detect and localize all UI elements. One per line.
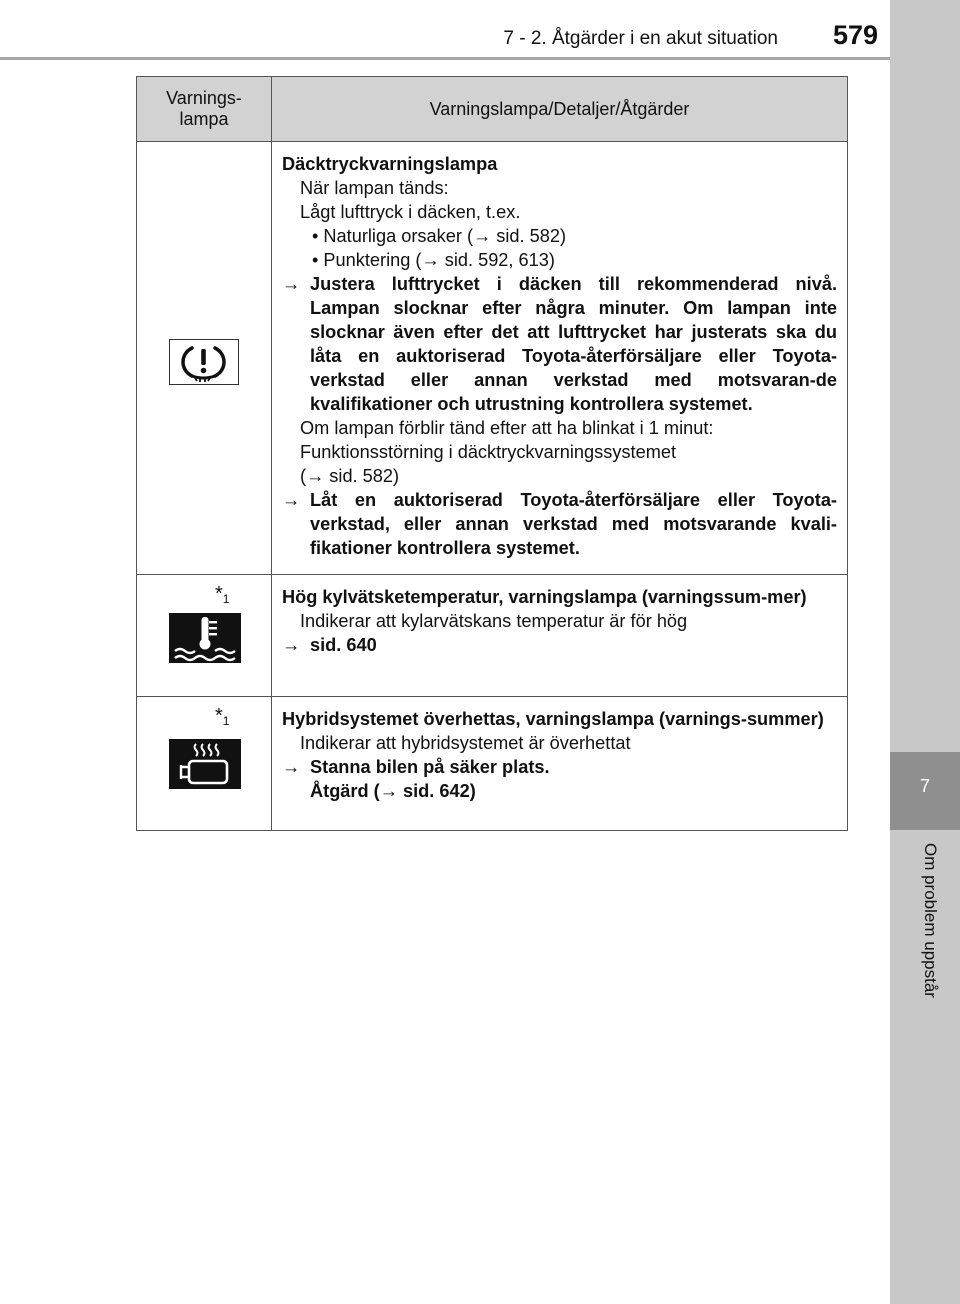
- tire-pressure-warning-icon: [169, 339, 239, 385]
- page-reference: [282, 464, 837, 488]
- ref-open: Åtgärd (: [310, 781, 380, 801]
- lamp-title: Hybridsystemet överhettas, varningslampa (varnings-summer): [282, 709, 824, 729]
- footnote-number: 1: [222, 592, 230, 606]
- page-number: 579: [832, 20, 878, 50]
- footnote-marker: [215, 583, 229, 606]
- page-reference-link[interactable]: sid. 582): [491, 226, 567, 246]
- detail-line: Indikerar att hybridsystemet är överhettat: [300, 733, 631, 753]
- action-item: [282, 633, 837, 657]
- lamp-cell: [137, 697, 272, 831]
- bullet-item: [282, 248, 837, 272]
- section-title: 7 - 2. Åtgärder i en akut situation: [503, 28, 778, 49]
- page-reference-link[interactable]: sid. 582): [324, 466, 400, 486]
- detail-line: Indikerar att kylarvätskans temperatur är för hög: [300, 611, 688, 631]
- action-item: [282, 755, 837, 779]
- action-text: Låt en auktoriserad Toyota-återförsäljare eller Toyota-verkstad, eller annan verkstad med motsvarande kvali-fikationer kontrollera systemet.: [310, 490, 837, 558]
- detail-line: Lågt lufttryck i däcken, t.ex.: [300, 202, 521, 222]
- lamp-cell: [137, 575, 272, 697]
- detail-cell: [272, 697, 848, 831]
- action-text: Stanna bilen på säker plats.: [310, 757, 550, 777]
- chapter-title: Om problem uppstår: [921, 843, 940, 998]
- page-reference-link[interactable]: sid. 642): [397, 781, 476, 801]
- lamp-cell: [137, 142, 272, 575]
- page-reference-link[interactable]: sid. 592, 613): [439, 250, 555, 270]
- ref-open: (: [300, 466, 307, 486]
- bullet-item: [282, 224, 837, 248]
- chapter-side-tab: [890, 0, 960, 1304]
- bullet-text: • Naturliga orsaker (: [312, 226, 474, 246]
- detail-cell: [272, 575, 848, 697]
- action-item: [282, 488, 837, 560]
- footnote-number: 1: [222, 714, 230, 728]
- table-header-row: [137, 77, 848, 142]
- footnote-marker: [215, 705, 229, 728]
- warning-lamp-table: [136, 76, 848, 831]
- arrow-icon: →: [282, 274, 301, 294]
- lamp-title: Hög kylvätsketemperatur, varningslampa (varningssum-mer): [282, 587, 807, 607]
- header-lamp-text: Varnings- lampa: [166, 88, 242, 129]
- detail-cell: [272, 142, 848, 575]
- header-details: Varningslampa/Detaljer/Åtgärder: [272, 77, 848, 142]
- action-item: [282, 272, 837, 416]
- table-row: [137, 697, 848, 831]
- chapter-number-block: [890, 752, 960, 830]
- arrow-icon: →: [282, 490, 301, 510]
- arrow-icon: →: [282, 635, 301, 655]
- chapter-number: 7: [919, 776, 930, 796]
- hybrid-system-overheat-icon: [169, 739, 241, 789]
- detail-line: När lampan tänds:: [300, 178, 449, 198]
- arrow-icon: →: [306, 466, 325, 486]
- detail-line: Funktionsstörning i däcktryckvarningssystemet: [300, 442, 677, 462]
- arrow-icon: →: [473, 226, 492, 246]
- page-header: [0, 0, 890, 62]
- coolant-temperature-icon: [169, 613, 241, 663]
- detail-line: Om lampan förblir tänd efter att ha blinkat i 1 minut:: [300, 418, 714, 438]
- bullet-text: • Punktering (: [312, 250, 422, 270]
- arrow-icon: →: [421, 250, 440, 270]
- action-text: Justera lufttrycket i däcken till rekommenderad nivå. Lampan slocknar efter några minuter. Om lampan inte slocknar även efter det att lufttrycket har justerats ska du låta en auktoriserad Toyota-återförsäljare eller Toyota-verkstad eller annan verkstad med motsvaran-de kvalifikationer och utrustning kontrollera systemet.: [310, 274, 837, 414]
- header-rule: [0, 57, 890, 60]
- page-reference-link[interactable]: sid. 640: [310, 635, 377, 655]
- asterisk: *: [215, 705, 223, 727]
- lamp-title: Däcktryckvarningslampa: [282, 154, 498, 174]
- page-reference: [282, 779, 837, 803]
- asterisk: *: [215, 583, 223, 605]
- table-row: [137, 142, 848, 575]
- table-row: [137, 575, 848, 697]
- arrow-icon: →: [379, 781, 398, 801]
- header-lamp: [137, 77, 272, 142]
- arrow-icon: →: [282, 757, 301, 777]
